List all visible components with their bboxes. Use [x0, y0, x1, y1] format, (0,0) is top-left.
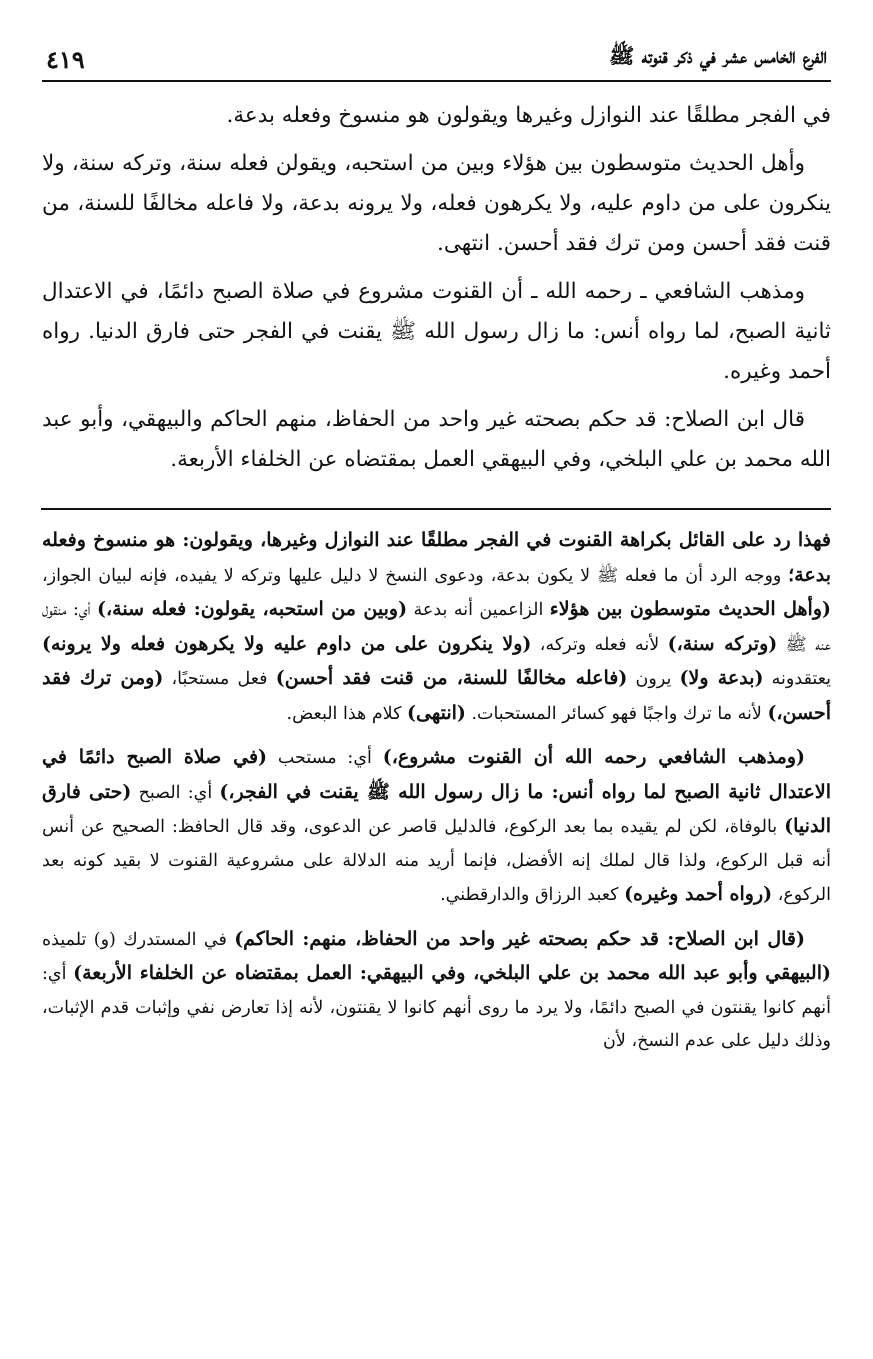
quoted-text: (ومذهب الشافعي رحمه الله أن القنوت مشروع،)	[382, 746, 805, 768]
chapter-title: الفرع الخامس عشر في ذكر قنوته ﷺ	[608, 43, 827, 68]
explanation-text: الزاعمين أنه بدعة	[407, 600, 550, 620]
quoted-text: (بدعة ولا)	[679, 667, 764, 689]
commentary-paragraph-1	[42, 524, 831, 731]
commentary-paragraph-2	[42, 741, 831, 913]
quoted-text: (وأهل الحديث متوسطون بين هؤلاء	[549, 598, 831, 620]
explanation-text: في المستدرك (و) تلميذه	[42, 929, 235, 950]
quoted-text: (البيهقي وأبو عبد الله محمد بن علي البلخي، وفي البيهقي: العمل بمقتضاه عن الخلفاء الأربعة)	[73, 962, 831, 984]
explanation-text: لأنه فعله وتركه،	[531, 634, 668, 655]
explanation-text: فعل مستحبًا،	[163, 669, 276, 689]
quoted-text: (ولا ينكرون على من داوم عليه ولا يكرهون فعله ولا يرونه)	[42, 632, 532, 655]
explanation-text: أي: مستحب	[267, 748, 383, 768]
main-paragraph-4: قال ابن الصلاح: قد حكم بصحته غير واحد من الحفاظ، منهم الحاكم والبيهقي، وأبو عبد الله محمد بن علي البلخي، وفي البيهقي العمل بمقتضاه عن الخلفاء الأربعة.	[42, 407, 831, 472]
explanation-text: أي: الصبح	[131, 782, 220, 803]
main-paragraph-2: وأهل الحديث متوسطون بين هؤلاء وبين من استحبه، ويقولن فعله سنة، وتركه سنة، ولا ينكرون على من داوم عليه، ولا يكرهون فعله، ولا يرونه بدعة، ولا فاعله مخالفًا للسنة، من قنت فقد أحسن ومن ترك فقد أحسن. انتهى.	[42, 151, 831, 256]
quoted-text: (انتهى)	[407, 701, 466, 724]
explanation-text: أي: أنهم كانوا يقنتون في الصبح دائمًا، ولا يرد ما روى أنهم كانوا لا يقنتون، لأنه إذا تعارض نفي وإثبات قدم الإثبات، وذلك دليل على عدم النسخ، لأن	[42, 964, 831, 1051]
explanation-text: يعتقدونه	[763, 669, 832, 689]
separator-rule	[41, 508, 831, 510]
main-paragraph-1: في الفجر مطلقًا عند النوازل وغيرها ويقولون هو منسوخ وفعله بدعة.	[226, 103, 831, 128]
quoted-text: (رواه أحمد وغيره)	[624, 883, 773, 905]
commentary-paragraph-3	[42, 923, 831, 1059]
running-header	[42, 38, 831, 82]
main-paragraph-3: ومذهب الشافعي ـ رحمه الله ـ أن القنوت مشروع في صلاة الصبح دائمًا، في الاعتدال ثانية الصبح، لما رواه أنس: ما زال رسول الله ﷺ يقنت في الفجر حتى فارق الدنيا. رواه أحمد وغيره.	[42, 279, 831, 384]
quoted-text: فهذا رد على القائل بكراهة القنوت في الفجر مطلقًا عند النوازل وغيرها، ويقولون: هو منسوخ وفعله بدعة؛	[42, 529, 831, 586]
explanation-text: أي: منقول عنه ﷺ	[42, 600, 831, 655]
explanation-text: لأنه ما ترك واجبًا فهو كسائر المستحبات.	[465, 703, 768, 724]
page-number: ٤١٩	[46, 45, 85, 74]
main-text	[42, 96, 831, 480]
quoted-text: (قال ابن الصلاح: قد حكم بصحته غير واحد من الحفاظ، منهم: الحاكم)	[234, 927, 805, 950]
explanation-text: كعبد الرزاق والدارقطني.	[440, 885, 625, 905]
quoted-text: (ومن ترك فقد أحسن،)	[42, 667, 831, 724]
explanation-text: كلام هذا البعض.	[286, 703, 407, 724]
quoted-text: (وتركه سنة،)	[667, 632, 778, 655]
quoted-text: (حتى فارق الدنيا)	[42, 780, 831, 837]
quoted-text: (فاعله مخالفًا للسنة، من قنت فقد أحسن)	[275, 667, 628, 689]
quoted-text: (في صلاة الصبح دائمًا في الاعتدال ثانية الصبح لما رواه أنس: ما زال رسول الله ﷺ يقنت في الفجر،)	[42, 746, 831, 803]
commentary	[42, 524, 831, 1059]
explanation-text: يرون	[627, 669, 680, 689]
quoted-text: (وبين من استحبه، يقولون: فعله سنة،)	[97, 598, 408, 620]
explanation-text: ووجه الرد أن ما فعله ﷺ لا يكون بدعة، ودعوى النسخ لا دليل عليها وتركه لا يفيده، فإنه لبيان الجواز،	[42, 565, 789, 586]
explanation-text: بالوفاة، لكن لم يقيده بما بعد الركوع، فالدليل قاصر عن الدعوى، وقد قال الحافظ: الصحيح عن أنس أنه قبل الركوع، ولذا قال لملك إنه الأفضل، فإنما أريد منه الدلالة على مشروعية القنوت لا بقيد كونه بعد الركوع،	[42, 817, 831, 905]
